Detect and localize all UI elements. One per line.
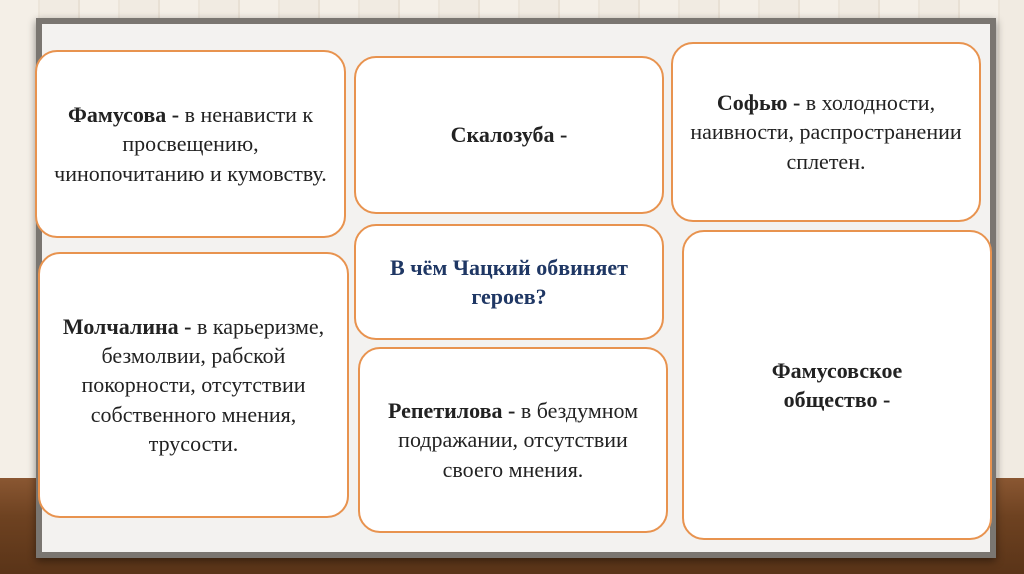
card-society-name: Фамусовское общество - [771, 357, 903, 412]
card-sofya-name: Софью [716, 90, 788, 116]
card-famusov-desc: в ненависти к просвещению, чинопочитанию и кумовству. [54, 102, 327, 186]
card-repetilov-text: Репетилова - в бездумном подражании, отсутствии своего мнения. [387, 398, 639, 482]
card-repetilov-name: Репетилова [387, 398, 503, 424]
card-famusov-name: Фамусова [67, 102, 167, 128]
card-sofya-text: Софью - в холодности, наивности, распространении сплетен. [690, 90, 962, 174]
card-molchalin-desc: в карьеризме, безмолвии, рабской покорности, отсутствии собственного мнения, трусости. [81, 314, 325, 456]
card-famusov-text: Фамусова - в ненависти к просвещению, чинопочитанию и кумовству. [54, 102, 327, 186]
card-society [682, 230, 992, 540]
card-sofya-desc: в холодности, наивности, распространении сплетен. [690, 90, 962, 174]
card-repetilov [358, 347, 668, 533]
card-molchalin [38, 252, 349, 518]
card-molchalin-text: Молчалина - в карьеризме, безмолвии, рабской покорности, отсутствии собственного мнения, трусости. [62, 314, 325, 456]
card-sofya [671, 42, 981, 222]
card-skalozub [354, 56, 664, 214]
card-molchalin-name: Молчалина [62, 314, 179, 340]
question-text: В чём Чацкий обвиняет героев? [390, 254, 628, 309]
card-famusov [35, 50, 346, 238]
card-skalozub-name: Скалозуба - [450, 122, 568, 148]
card-question [354, 224, 664, 340]
card-repetilov-desc: в бездумном подражании, отсутствии своего мнения. [398, 398, 639, 482]
